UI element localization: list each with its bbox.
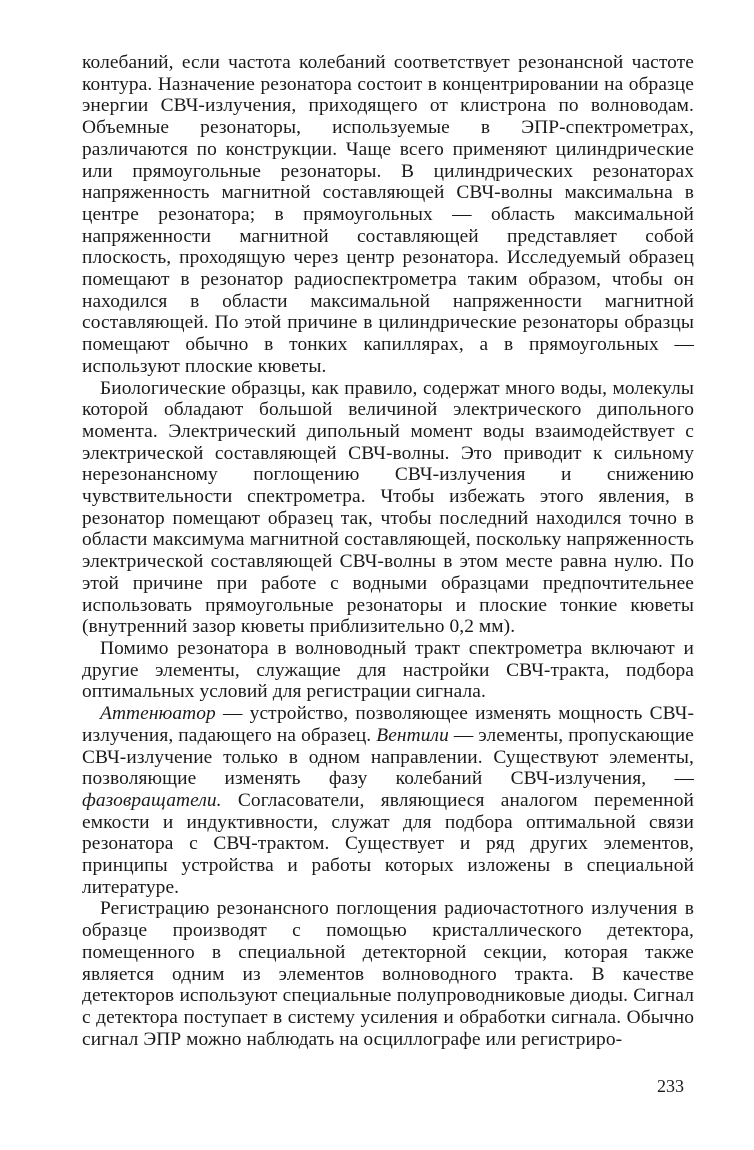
paragraph-attenuator: [82, 703, 694, 898]
text-valves-description: — элементы, пропускающие СВЧ-излучение только в одном направлении. Существуют элементы, позволяющие изменять фазу колебаний СВЧ-излучения, —: [82, 724, 694, 790]
paragraph-biological-samples: Биологические образцы, как правило, содержат много воды, молекулы которой обладают большой величиной электрического дипольного момента. Электрический дипольный момент воды взаимодействует с электрической составляющей СВЧ-волны. Это приводит к сильному нерезонансному поглощению СВЧ-излучения и снижению чувствительности спектрометра. Чтобы избежать этого явления, в резонатор помещают образец так, чтобы последний находился точно в области максимума магнитной составляющей, поскольку напряженность электрической составляющей СВЧ-волны в этом месте равна нулю. По этой причине при работе с водными образцами предпочтительнее использовать прямоугольные резонаторы и плоские тонкие кюветы (внутренний зазор кюветы приблизительно 0,2 мм).: [82, 377, 694, 638]
paragraph-waveguide-elements: Помимо резонатора в волноводный тракт спектрометра включают и другие элементы, служащие для настройки СВЧ-тракта, подбора оптимальных условий для регистрации сигнала.: [82, 637, 694, 703]
page-number: 233: [657, 1076, 684, 1096]
paragraph-detection: Регистрацию резонансного поглощения радиочастотного излучения в образце производят с помощью кристаллического детектора, помещенного в специальной детекторной секции, которая также является одним из элементов волноводного тракта. В качестве детекторов используют специальные полупроводниковые диоды. Сигнал с детектора поступает в систему усиления и обработки сигнала. Обычно сигнал ЭПР можно наблюдать на осциллографе или регистриро-: [82, 898, 694, 1050]
paragraph-resonator: колебаний, если частота колебаний соответствует резонансной частоте контура. Назначение резонатора состоит в концентрировании на образце энергии СВЧ-излучения, приходящего от клистрона по волноводам. Объемные резонаторы, используемые в ЭПР-спектрометрах, различаются по конструкции. Чаще всего применяют цилиндрические или прямоугольные резонаторы. В цилиндрических резонаторах напряженность магнитной составляющей СВЧ-волны максимальна в центре резонатора; в прямоугольных — область максимальной напряженности магнитной составляющей представляет собой плоскость, проходящую через центр резонатора. Исследуемый образец помещают в резонатор радиоспектрометра таким образом, чтобы он находился в области максимальной напряженности магнитной составляющей. По этой причине в цилиндрические резонаторы образцы помещают обычно в тонких капиллярах, а в прямоугольных — используют плоские кюветы.: [82, 52, 694, 377]
text-attenuator-description: — устройство, позволяющее изменять мощность СВЧ-излучения, падающего на образец.: [82, 703, 694, 746]
term-attenuator: Аттенюатор: [100, 703, 216, 725]
term-phase-shifters: фазовращатели.: [82, 789, 222, 811]
term-valves: Вентили: [376, 724, 449, 746]
page-body: [82, 52, 694, 1050]
text-matchers-description: Согласователи, являющиеся аналогом переменной емкости и индуктивности, служат для подбора оптимальной связи резонатора с СВЧ-трактом. Существует и ряд других элементов, принципы устройства и работы которых изложены в специальной литературе.: [82, 789, 694, 898]
